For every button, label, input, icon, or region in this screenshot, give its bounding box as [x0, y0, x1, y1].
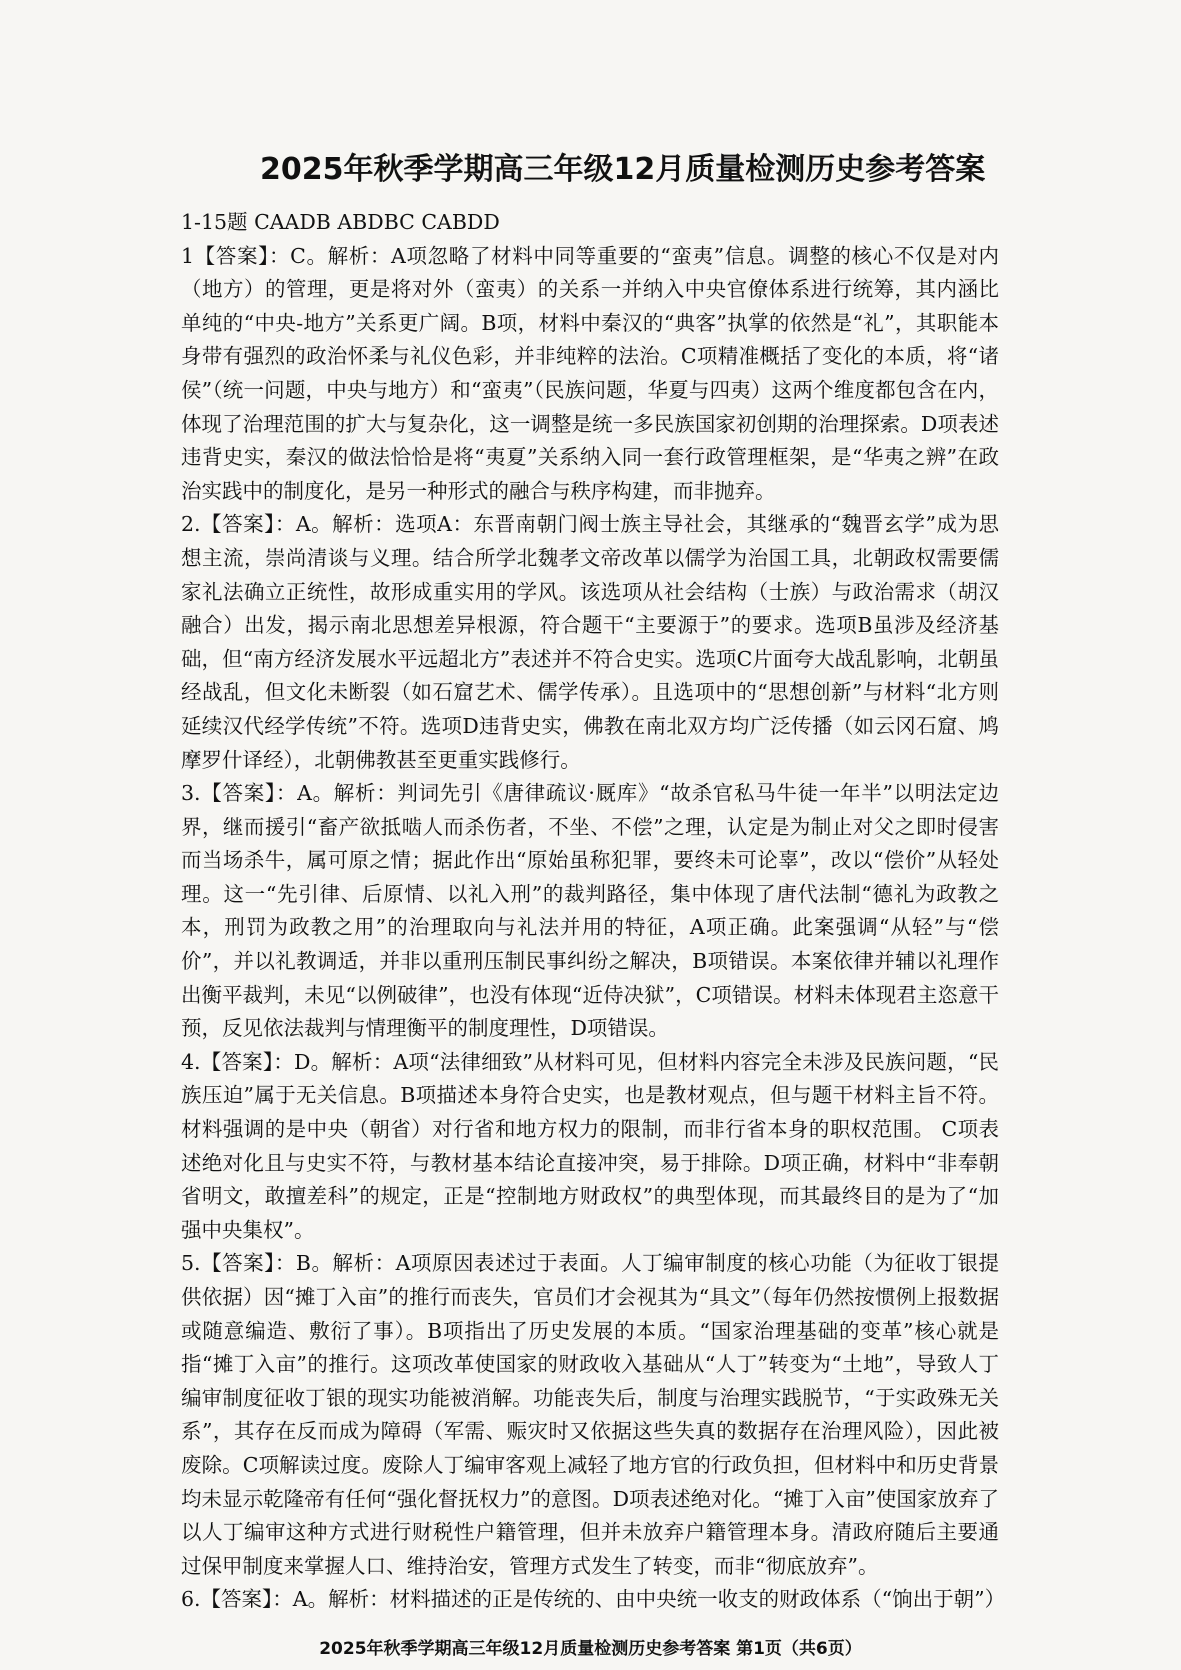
page-title: 2025年秋季学期高三年级12月质量检测历史参考答案 [260, 152, 986, 187]
answer-2: 2.【答案】：A。解析：选项A：东晋南朝门阀士族主导社会，其继承的“魏晋玄学”成为思想主流，崇尚清谈与义理。结合所学北魏孝文帝改革以儒学为治国工具，北朝政权需要儒家礼法确立正统性，故形成重实用的学风。该选项从社会结构（士族）与政治需求（胡汉融合）出发，揭示南北思想差异根源，符合题干“主要源于”的要求。选项B虽涉及经济基础，但“南方经济发展水平远超北方”表述并不符合史实。选项C片面夸大战乱影响，北朝虽经战乱，但文化未断裂（如石窟艺术、儒学传承）。且选项中的“思想创新”与材料“北方则延续汉代经学传统”不符。选项D违背史实，佛教在南北双方均广泛传播（如云冈石窟、鸠摩罗什译经），北朝佛教甚至更重实践修行。 [181, 512, 999, 772]
answer-6: 6.【答案】：A。解析：材料描述的正是传统的、由中央统一收支的财政体系（“饷出于朝”） [181, 1587, 1006, 1612]
answer-3: 3.【答案】：A。解析：判词先引《唐律疏议·厩库》“故杀官私马牛徒一年半”以明法定边界，继而援引“畜产欲抵啮人而杀伤者，不坐、不偿”之理，认定是为制止对父之即时侵害而当场杀牛，属可原之情；据此作出“原始虽称犯罪，要终未可论辜”，改以“偿价”从轻处理。这一“先引律、后原情、以礼入刑”的裁判路径，集中体现了唐代法制“德礼为政教之本，刑罚为政教之用”的治理取向与礼法并用的特征，A项正确。此案强调“从轻”与“偿价”，并以礼教调适，并非以重刑压制民事纠纷之解决，B项错误。本案依律并辅以礼理作出衡平裁判，未见“以例破律”，也没有体现“近侍决狱”，C项错误。材料未体现君主恣意干预，反见依法裁判与情理衡平的制度理性，D项错误。 [181, 781, 999, 1041]
page-footer: 2025年秋季学期高三年级12月质量检测历史参考答案 第1页（共6页） [319, 1639, 862, 1659]
answer-5: 5.【答案】：B。解析：A项原因表述过于表面。人丁编审制度的核心功能（为征收丁银提供依据）因“摊丁入亩”的推行而丧失，官员们才会视其为“具文”（每年仍然按惯例上报数据或随意编造、敷衍了事）。B项指出了历史发展的本质。“国家治理基础的变革”核心就是指“摊丁入亩”的推行。这项改革使国家的财政收入基础从“人丁”转变为“土地”，导致人丁编审制度征收丁银的现实功能被消解。功能丧失后，制度与治理实践脱节，“于实政殊无关系”，其存在反而成为障碍（军需、赈灾时又依据这些失真的数据存在治理风险），因此被废除。C项解读过度。废除人丁编审客观上减轻了地方官的行政负担，但材料中和历史背景均未显示乾隆帝有任何“强化督抚权力”的意图。D项表述绝对化。“摊丁入亩”使国家放弃了以人丁编审这种方式进行财税性户籍管理，但并未放弃户籍管理本身。清政府随后主要通过保甲制度来掌握人口、维持治安，管理方式发生了转变，而非“彻底放弃”。 [181, 1251, 999, 1578]
answer-1: 1【答案】：C。解析：A项忽略了材料中同等重要的“蛮夷”信息。调整的核心不仅是对内（地方）的管理，更是将对外（蛮夷）的关系一并纳入中央官僚体系进行统筹，其内涵比单纯的“中央-地方”关系更广阔。B项，材料中秦汉的“典客”执掌的依然是“礼”，其职能本身带有强烈的政治怀柔与礼仪色彩，并非纯粹的法治。C项精准概括了变化的本质，将“诸侯”（统一问题，中央与地方）和“蛮夷”（民族问题，华夏与四夷）这两个维度都包含在内，体现了治理范围的扩大与复杂化，这一调整是统一多民族国家初创期的治理探索。D项表述违背史实，秦汉的做法恰恰是将“夷夏”关系纳入同一套行政管理框架，是“华夷之辨”在政治实践中的制度化，是另一种形式的融合与秩序构建，而非抛弃。 [181, 243, 999, 503]
answer-4: 4.【答案】：D。解析：A项“法律细致”从材料可见，但材料内容完全未涉及民族问题，“民族压迫”属于无关信息。B项描述本身符合史实，也是教材观点，但与题干材料主旨不符。材料强调的是中央（朝省）对行省和地方权力的限制，而非行省本身的职权范围。 C项表述绝对化且与史实不符，与教材基本结论直接冲突，易于排除。D项正确，材料中“非奉朝省明文，敢擅差科”的规定，正是“控制地方财政权”的典型体现，而其最终目的是为了“加强中央集权”。 [181, 1049, 999, 1242]
answer-key-line: 1-15题 CAADB ABDBC CABDD [181, 210, 500, 234]
answer-content [181, 206, 1006, 1617]
